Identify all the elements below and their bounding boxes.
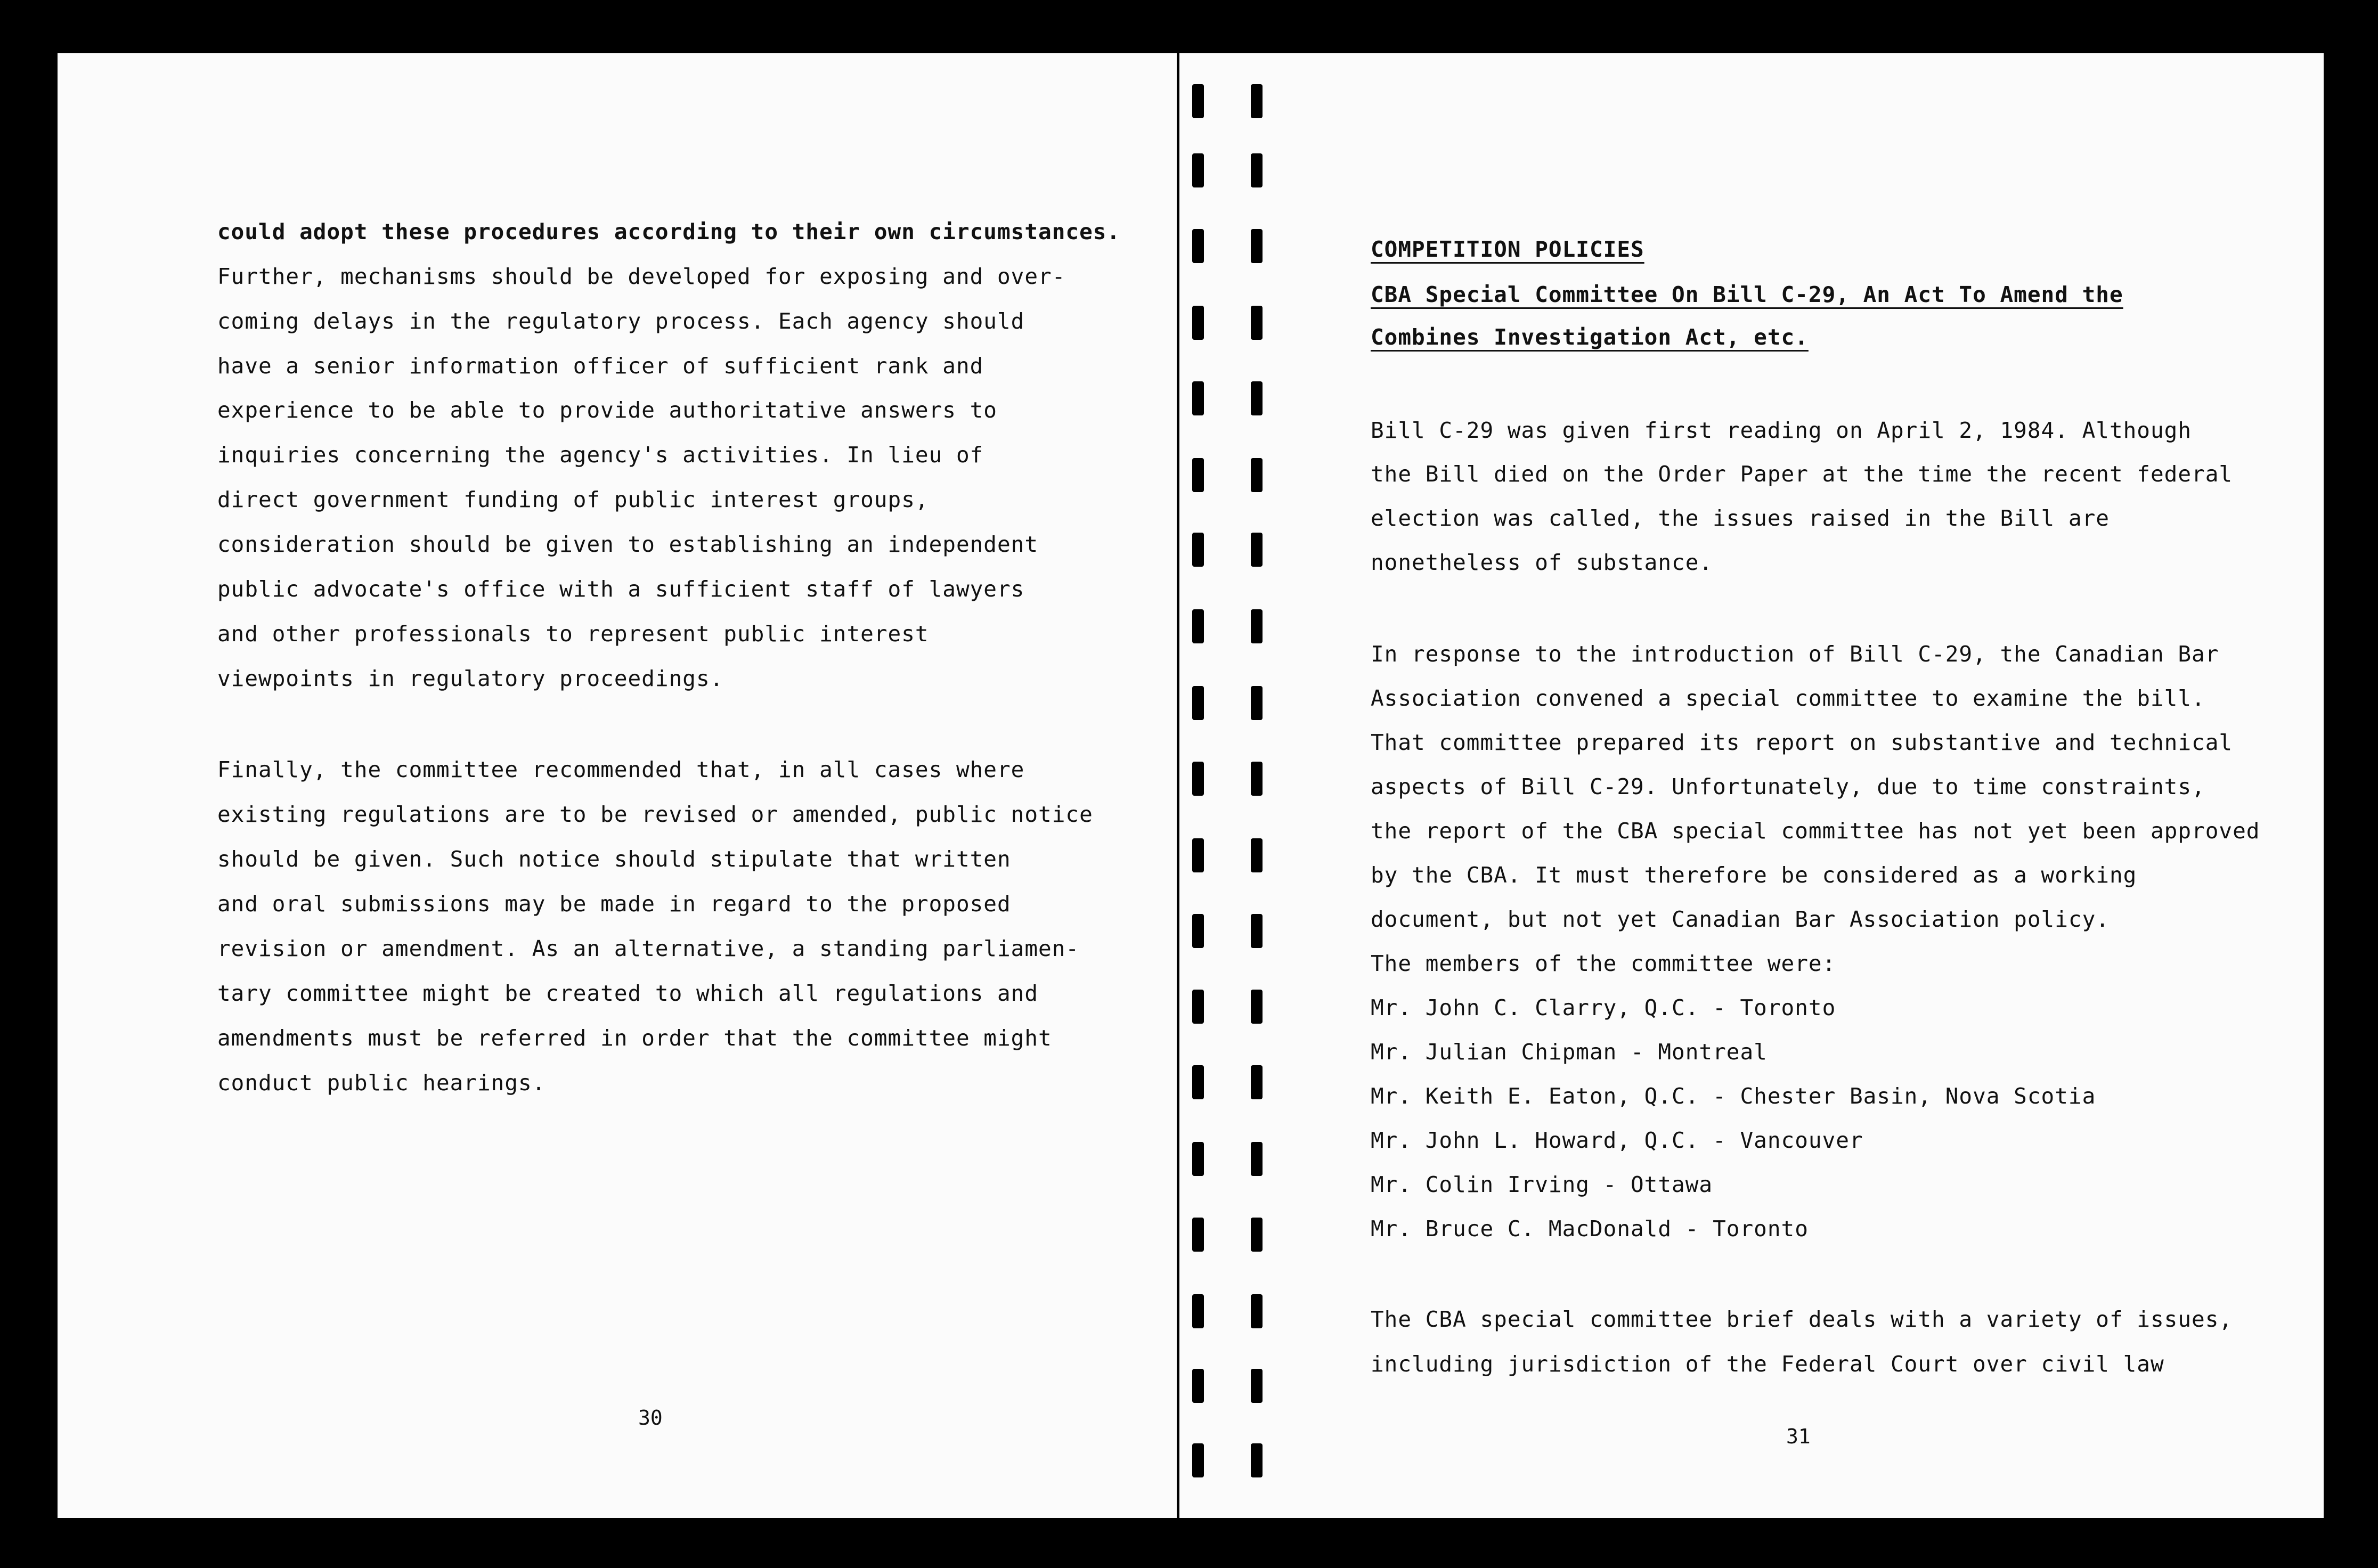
left-p1-line-2: Further, mechanisms should be developed for exposing and over- — [217, 264, 1066, 289]
member-line-6: Mr. Bruce C. MacDonald - Toronto — [1371, 1216, 1809, 1242]
right-p2-line-8: The members of the committee were: — [1371, 951, 1836, 976]
left-p2-line-3: should be given. Such notice should stipulate that written — [217, 846, 1011, 872]
subheading-line-2: Combines Investigation Act, etc. — [1371, 324, 1809, 350]
left-p1-line-5: experience to be able to provide authoritative answers to — [217, 397, 997, 423]
right-p1-line-1: Bill C-29 was given first reading on April 2, 1984. Although — [1371, 418, 2192, 443]
member-line-3: Mr. Keith E. Eaton, Q.C. - Chester Basin, Nova Scotia — [1371, 1083, 2096, 1109]
left-p2-line-5: revision or amendment. As an alternative, a standing parliamen- — [217, 936, 1080, 961]
right-p2-line-4: aspects of Bill C-29. Unfortunately, due to time constraints, — [1371, 774, 2205, 799]
left-p1-line-4: have a senior information officer of sufficient rank and — [217, 353, 984, 379]
section-heading: COMPETITION POLICIES — [1371, 236, 1644, 262]
left-p1-line-11: viewpoints in regulatory proceedings. — [217, 666, 724, 691]
left-p2-line-6: tary committee might be created to which all regulations and — [217, 981, 1039, 1006]
left-p1-line-9: public advocate's office with a sufficient staff of lawyers — [217, 576, 1025, 602]
member-line-5: Mr. Colin Irving - Ottawa — [1371, 1172, 1713, 1197]
left-p2-line-4: and oral submissions may be made in regard to the proposed — [217, 891, 1011, 917]
left-p1-line-8: consideration should be given to establishing an independent — [217, 532, 1039, 557]
left-p1-line-1: could adopt these procedures according to their own circumstances. — [217, 219, 1121, 244]
left-p2-line-8: conduct public hearings. — [217, 1070, 546, 1096]
left-p1-line-6: inquiries concerning the agency's activities. In lieu of — [217, 442, 984, 468]
page-number: 31 — [1786, 1425, 1811, 1448]
left-p2-line-1: Finally, the committee recommended that, in all cases where — [217, 757, 1025, 782]
right-p2-line-7: document, but not yet Canadian Bar Association policy. — [1371, 907, 2110, 932]
right-p2-line-5: the report of the CBA special committee has not yet been approved — [1371, 818, 2260, 844]
left-p1-line-7: direct government funding of public interest groups, — [217, 487, 929, 512]
member-line-2: Mr. Julian Chipman - Montreal — [1371, 1039, 1768, 1065]
subheading-line-1: CBA Special Committee On Bill C-29, An Act To Amend the — [1371, 282, 2123, 307]
member-line-1: Mr. John C. Clarry, Q.C. - Toronto — [1371, 995, 1836, 1020]
right-p1-line-2: the Bill died on the Order Paper at the time the recent federal — [1371, 461, 2233, 487]
right-p2-line-6: by the CBA. It must therefore be considered as a working — [1371, 862, 2137, 888]
right-p1-line-4: nonetheless of substance. — [1371, 550, 1713, 575]
book-spread — [58, 53, 2324, 1518]
left-page — [58, 53, 1187, 1518]
right-p2-line-3: That committee prepared its report on substantive and technical — [1371, 730, 2233, 755]
right-p2-line-2: Association convened a special committee to examine the bill. — [1371, 685, 2205, 711]
right-p1-line-3: election was called, the issues raised in the Bill are — [1371, 505, 2110, 531]
left-p1-line-3: coming delays in the regulatory process. Each agency should — [217, 308, 1025, 334]
member-line-4: Mr. John L. Howard, Q.C. - Vancouver — [1371, 1128, 1863, 1153]
left-p1-line-10: and other professionals to represent public interest — [217, 621, 929, 647]
left-p2-line-7: amendments must be referred in order that the committee might — [217, 1025, 1052, 1051]
left-p2-line-2: existing regulations are to be revised or amended, public notice — [217, 802, 1093, 827]
right-page — [1187, 53, 2324, 1518]
spine-line — [1177, 48, 1179, 1523]
page-number: 30 — [638, 1406, 663, 1430]
right-p3-line-1: The CBA special committee brief deals with a variety of issues, — [1371, 1306, 2233, 1332]
right-p2-line-1: In response to the introduction of Bill C-29, the Canadian Bar — [1371, 641, 2219, 667]
right-p3-line-2: including jurisdiction of the Federal Court over civil law — [1371, 1351, 2164, 1377]
